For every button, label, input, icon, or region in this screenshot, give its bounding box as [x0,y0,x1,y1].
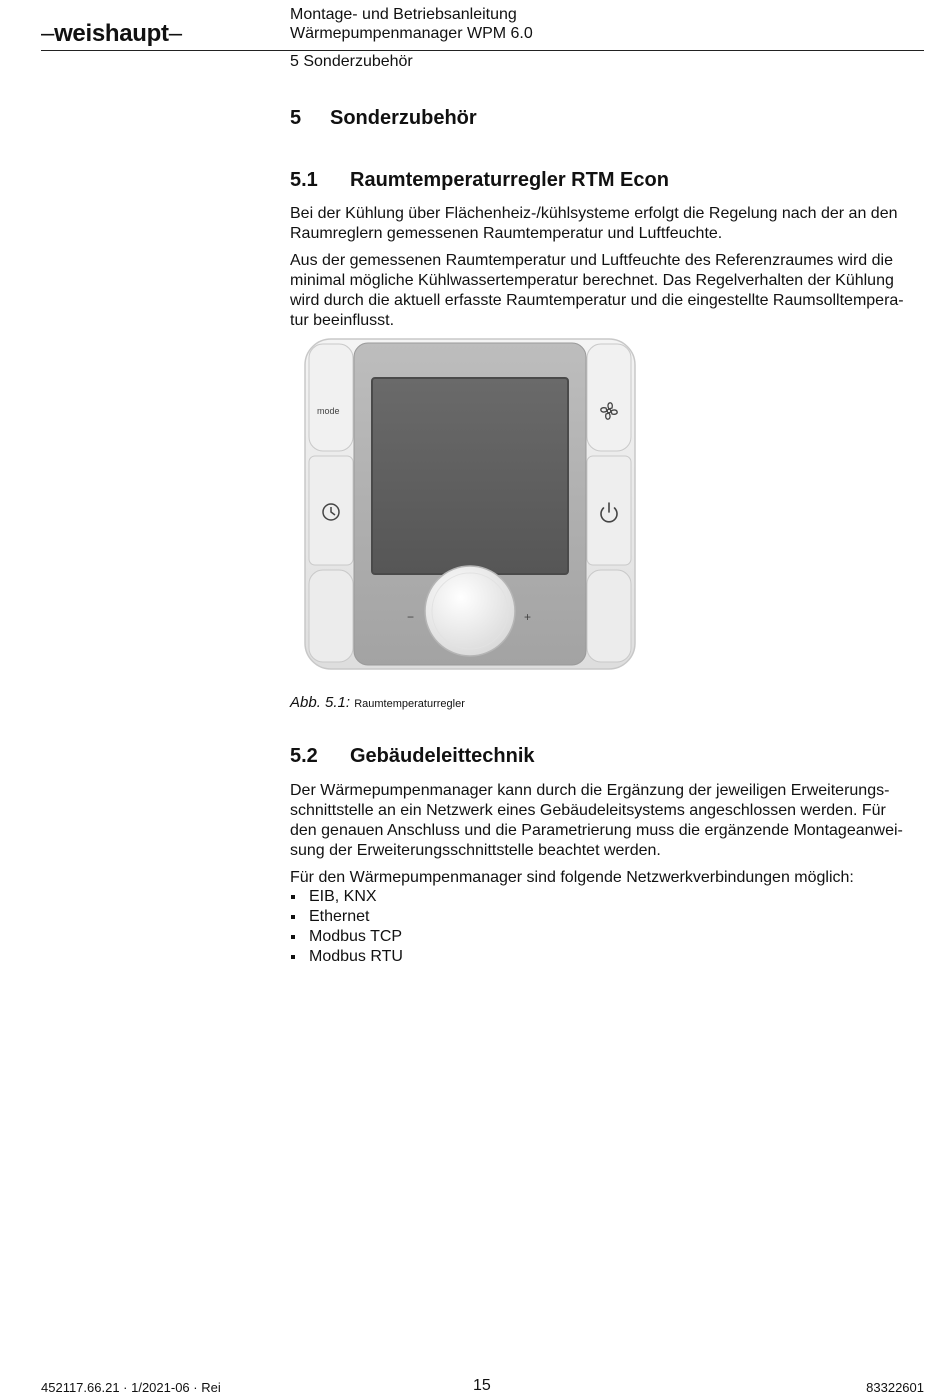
thermostat-figure [304,338,636,670]
header-title-line2: Wärmepumpenmanager WPM 6.0 [290,25,533,42]
bullet-icon [291,895,295,899]
section-5-1-paragraph-1 [290,204,925,244]
section-5-2-number: 5.2 [290,745,318,767]
fan-button [587,344,631,451]
right-lower-button [587,570,631,662]
section-5-2-title: Gebäudeleittechnik [350,745,535,767]
bullet-icon [291,955,295,959]
list-item [290,947,403,967]
rotary-knob [425,566,515,656]
text-line: sung der Erweiterungsschnittstelle beachtet werden. [290,842,661,859]
chapter-number: 5 [290,107,302,129]
section-5-1-number: 5.1 [290,169,318,191]
bullet-icon [291,935,295,939]
text-line: Der Wärmepumpenmanager kann durch die Ergänzung der jeweiligen Erweiterungs- [290,782,890,799]
text-line: minimal mögliche Kühlwassertemperatur berechnet. Das Regelverhalten der Kühlung [290,272,894,289]
caption-text: Raumtemperaturregler [354,698,465,710]
figure-caption [290,694,465,711]
section-5-2-heading [290,745,925,768]
header-divider [41,50,924,51]
text-line: Raumreglern gemessenen Raumtemperatur und Luftfeuchte. [290,225,723,242]
mode-button [309,344,353,451]
plus-label: + [524,610,532,624]
footer-part-number: 83322601 [866,1380,924,1395]
chapter-title: Sonderzubehör [330,107,477,129]
chapter-heading [290,107,925,130]
text-line: den genauen Anschluss und die Parametrierung muss die ergänzende Montageanwei- [290,822,903,839]
list-item-text: Modbus TCP [309,928,403,945]
text-line: tur beeinflusst. [290,312,395,329]
header-section: 5 Sonderzubehör [290,53,413,70]
list-item-text: EIB, KNX [309,888,377,905]
network-connections-list [290,887,403,967]
list-item-text: Ethernet [309,908,370,925]
list-item [290,927,403,947]
section-5-1-title: Raumtemperaturregler RTM Econ [350,169,669,191]
section-5-1-heading [290,169,925,192]
caption-label: Abb. 5.1: [290,694,351,711]
text-line: Aus der gemessenen Raumtemperatur und Luftfeuchte des Referenzraumes wird die [290,252,893,269]
footer-doc-number: 452117.66.21 · 1/2021-06 · Rei [41,1380,221,1395]
text-line: Bei der Kühlung über Flächenheiz-/kühlsysteme erfolgt die Regelung nach der an den [290,205,898,222]
mode-label: mode [317,406,340,416]
section-5-2-paragraph-2: Für den Wärmepumpenmanager sind folgende Netzwerkverbindungen möglich: [290,869,854,886]
brand-logo: –weishaupt– [41,20,182,47]
list-item-text: Modbus RTU [309,948,403,965]
display-screen [372,378,568,574]
list-item [290,907,403,927]
header-title-line1: Montage- und Betriebsanleitung [290,6,517,23]
section-5-2-paragraph-1 [290,781,925,861]
list-item [290,887,403,907]
text-line: wird durch die aktuell erfasste Raumtemperatur und die eingestellte Raumsolltempera- [290,292,904,309]
left-lower-button [309,570,353,662]
bullet-icon [291,915,295,919]
text-line: schnittstelle an ein Netzwerk eines Gebäudeleitsystems angeschlossen werden. Für [290,802,886,819]
minus-label: − [407,610,415,624]
footer-page-number: 15 [473,1377,491,1394]
brand-logo-text: weishaupt [54,20,169,47]
section-5-1-paragraph-2 [290,251,925,331]
